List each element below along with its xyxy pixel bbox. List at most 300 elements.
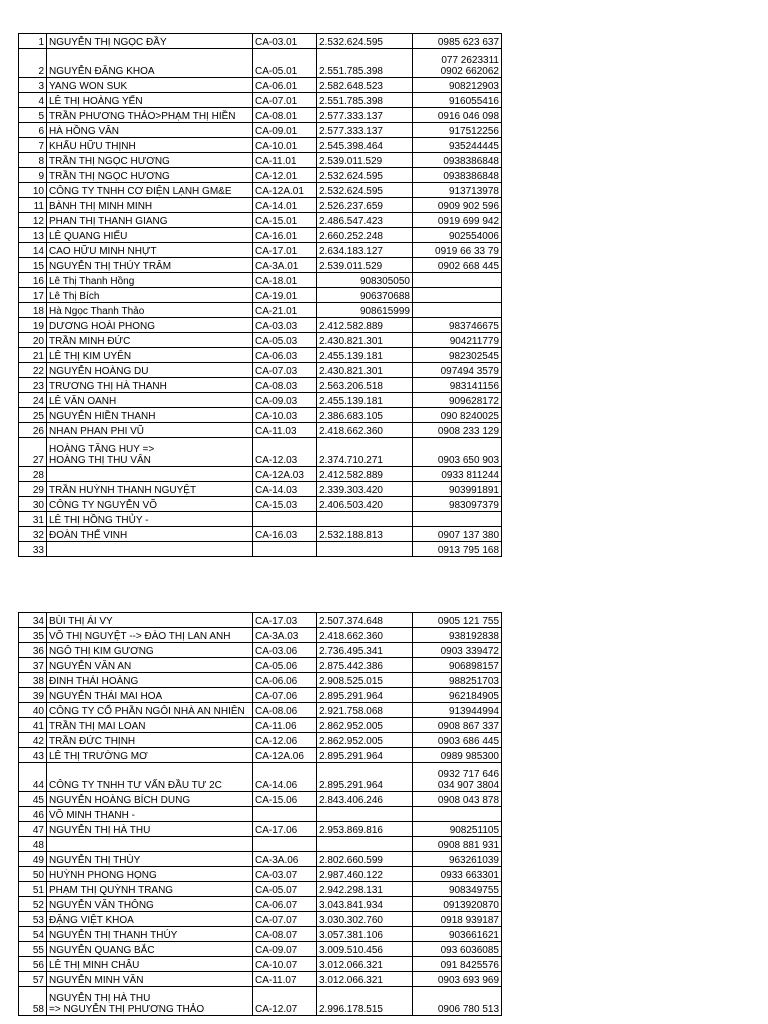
owner-name-cell <box>47 542 253 557</box>
owner-name-cell <box>47 273 253 288</box>
owner-name-line: NGUYỄN THÁI MAI HOA <box>49 691 163 702</box>
table-row <box>19 363 502 378</box>
unit-code-cell: CA-09.01 <box>253 123 317 138</box>
row-number-cell: 50 <box>19 867 47 882</box>
owner-name-line: PHẠM THỊ QUỲNH TRANG <box>49 885 174 896</box>
owner-name-cell <box>47 198 253 213</box>
row-number-cell: 6 <box>19 123 47 138</box>
owner-name-cell <box>47 258 253 273</box>
row-number-cell: 40 <box>19 703 47 718</box>
owner-name-cell <box>47 718 253 733</box>
owner-name-line: TRẦN THỊ NGỌC HƯƠNG <box>49 156 170 167</box>
table-row <box>19 748 502 763</box>
unit-code-cell: CA-16.03 <box>253 527 317 542</box>
data-table-1 <box>18 33 502 557</box>
table-row <box>19 987 502 1016</box>
row-number-cell: 23 <box>19 378 47 393</box>
phone-line: 0913 795 168 <box>437 545 499 556</box>
row-number-cell: 43 <box>19 748 47 763</box>
row-number-cell: 42 <box>19 733 47 748</box>
phone-line: 0908 233 129 <box>437 426 499 437</box>
owner-name-line: NGUYỄN HIỀN THANH <box>49 411 156 422</box>
row-number-cell: 4 <box>19 93 47 108</box>
table-row <box>19 658 502 673</box>
owner-name-cell <box>47 957 253 972</box>
owner-name-line: VÕ THỊ NGUYỆT --> ĐÀO THỊ LAN ANH <box>49 631 231 642</box>
unit-code-cell: CA-14.01 <box>253 198 317 213</box>
phone-line: 908212903 <box>448 81 499 92</box>
unit-code-cell: CA-03.03 <box>253 318 317 333</box>
amount-cell: 3.030.302.760 <box>317 912 413 927</box>
phone-line: 0985 623 637 <box>437 37 499 48</box>
table-row <box>19 423 502 438</box>
unit-code-cell: CA-11.06 <box>253 718 317 733</box>
table-row <box>19 852 502 867</box>
phone-line: 0905 121 755 <box>437 616 499 627</box>
owner-name-cell <box>47 378 253 393</box>
owner-name-line: NGÔ THỊ KIM GƯƠNG <box>49 646 154 657</box>
row-number-cell: 7 <box>19 138 47 153</box>
phone-line: 906898157 <box>448 661 499 672</box>
owner-name-line: CÔNG TY TNHH CƠ ĐIỆN LẠNH GM&E <box>49 186 232 197</box>
unit-code-cell: CA-05.06 <box>253 658 317 673</box>
unit-code-cell: CA-10.01 <box>253 138 317 153</box>
owner-name-line: TRẦN MINH ĐỨC <box>49 336 131 347</box>
amount-cell: 2.539.011.529 <box>317 258 413 273</box>
unit-code-cell: CA-15.06 <box>253 792 317 807</box>
phone-cell <box>413 972 502 987</box>
amount-cell <box>317 512 413 527</box>
owner-name-line: LÊ THỊ MINH CHÂU <box>49 960 140 971</box>
unit-code-cell: CA-07.06 <box>253 688 317 703</box>
amount-cell: 2.862.952.005 <box>317 718 413 733</box>
phone-line: 988251703 <box>448 676 499 687</box>
owner-name-line: ĐINH THÁI HOÀNG <box>49 676 139 687</box>
row-number-cell: 55 <box>19 942 47 957</box>
table-row <box>19 93 502 108</box>
phone-line: 983746675 <box>448 321 499 332</box>
unit-code-cell: CA-17.01 <box>253 243 317 258</box>
phone-cell <box>413 438 502 467</box>
owner-name-line: TRƯƠNG THỊ HÀ THANH <box>49 381 167 392</box>
phone-line: 963261039 <box>448 855 499 866</box>
phone-line: 0908 043 878 <box>437 795 499 806</box>
amount-cell: 2.507.374.648 <box>317 613 413 628</box>
owner-name-line: HOÀNG TĂNG HUY => <box>49 444 155 455</box>
phone-cell <box>413 807 502 822</box>
row-number-cell: 36 <box>19 643 47 658</box>
row-number-cell: 39 <box>19 688 47 703</box>
row-number-cell: 18 <box>19 303 47 318</box>
owner-name-cell <box>47 423 253 438</box>
phone-cell <box>413 153 502 168</box>
owner-name-cell <box>47 243 253 258</box>
phone-line: 908349755 <box>448 885 499 896</box>
phone-cell <box>413 258 502 273</box>
phone-cell <box>413 183 502 198</box>
owner-name-line: NGUYỄN THỊ THÚY TRÂM <box>49 261 172 272</box>
table-row <box>19 318 502 333</box>
owner-name-line: NGUYỄN HOÀNG DU <box>49 366 149 377</box>
amount-cell: 2.412.582.889 <box>317 318 413 333</box>
unit-code-cell: CA-06.01 <box>253 78 317 93</box>
table-row <box>19 408 502 423</box>
owner-name-cell <box>47 882 253 897</box>
owner-name-cell <box>47 497 253 512</box>
owner-name-cell <box>47 153 253 168</box>
owner-name-line: NGUYỄN THỊ HÀ THU <box>49 993 151 1004</box>
phone-line: 0903 686 445 <box>437 736 499 747</box>
owner-name-cell <box>47 333 253 348</box>
table-row <box>19 673 502 688</box>
table-row <box>19 123 502 138</box>
table-row <box>19 34 502 49</box>
unit-code-cell: CA-07.07 <box>253 912 317 927</box>
owner-name-cell <box>47 138 253 153</box>
phone-cell <box>413 867 502 882</box>
amount-cell <box>317 837 413 852</box>
amount-cell: 2.532.624.595 <box>317 168 413 183</box>
unit-code-cell: CA-06.07 <box>253 897 317 912</box>
owner-name-cell <box>47 288 253 303</box>
owner-name-cell <box>47 972 253 987</box>
owner-name-line: TRẦN THỊ NGỌC HƯƠNG <box>49 171 170 182</box>
owner-name-cell <box>47 942 253 957</box>
owner-name-line: TRẦN PHƯƠNG THẢO>PHẠM THỊ HIỀN <box>49 111 236 122</box>
amount-cell: 2.339.303.420 <box>317 482 413 497</box>
row-number-cell: 8 <box>19 153 47 168</box>
data-table-2 <box>18 612 502 1016</box>
row-number-cell: 2 <box>19 49 47 78</box>
unit-code-cell <box>253 807 317 822</box>
phone-cell <box>413 733 502 748</box>
phone-cell <box>413 628 502 643</box>
unit-code-cell: CA-11.01 <box>253 153 317 168</box>
owner-name-line: Lê Thị Bích <box>49 291 100 302</box>
table-row <box>19 243 502 258</box>
table-row <box>19 438 502 467</box>
amount-cell: 2.736.495.341 <box>317 643 413 658</box>
owner-name-line: LÊ THỊ HOÀNG YẾN <box>49 96 143 107</box>
row-number-cell: 30 <box>19 497 47 512</box>
owner-name-line: KHẤU HỮU THỊNH <box>49 141 136 152</box>
phone-line: 903991891 <box>448 485 499 496</box>
owner-name-line: TRẦN HUỲNH THANH NGUYỆT <box>49 485 197 496</box>
amount-cell: 908305050 <box>317 273 413 288</box>
owner-name-cell <box>47 168 253 183</box>
amount-cell: 2.532.624.595 <box>317 34 413 49</box>
unit-code-cell: CA-05.07 <box>253 882 317 897</box>
row-number-cell: 34 <box>19 613 47 628</box>
owner-name-cell <box>47 123 253 138</box>
amount-cell: 908615999 <box>317 303 413 318</box>
phone-line: 077 2623311 <box>441 55 499 66</box>
owner-name-line: Hà Ngọc Thanh Thảo <box>49 306 145 317</box>
amount-cell: 2.921.758.068 <box>317 703 413 718</box>
owner-name-line: BÙI THỊ ÁI VY <box>49 616 113 627</box>
phone-cell <box>413 987 502 1016</box>
owner-name-cell <box>47 438 253 467</box>
phone-cell <box>413 333 502 348</box>
unit-code-cell: CA-06.06 <box>253 673 317 688</box>
phone-line: 935244445 <box>448 141 499 152</box>
owner-name-line: VÕ MINH THANH - <box>49 810 135 821</box>
amount-cell: 2.942.298.131 <box>317 882 413 897</box>
phone-line: 034 907 3804 <box>437 780 499 791</box>
unit-code-cell: CA-08.01 <box>253 108 317 123</box>
table-row <box>19 78 502 93</box>
phone-cell <box>413 512 502 527</box>
phone-line: 908251105 <box>449 825 499 836</box>
table-row <box>19 497 502 512</box>
owner-name-line: NGUYỄN THỊ THANH THÚY <box>49 930 178 941</box>
row-number-cell: 47 <box>19 822 47 837</box>
table-row <box>19 912 502 927</box>
table-row <box>19 467 502 482</box>
unit-code-cell: CA-12.07 <box>253 987 317 1016</box>
unit-code-cell: CA-14.06 <box>253 763 317 792</box>
phone-cell <box>413 49 502 78</box>
amount-cell: 2.987.460.122 <box>317 867 413 882</box>
owner-name-cell <box>47 482 253 497</box>
phone-line: 093 6036085 <box>440 945 499 956</box>
row-number-cell: 1 <box>19 34 47 49</box>
owner-name-cell <box>47 183 253 198</box>
phone-cell <box>413 138 502 153</box>
phone-line: 0903 650 903 <box>437 455 499 466</box>
phone-line: 982302545 <box>448 351 499 362</box>
amount-cell: 2.996.178.515 <box>317 987 413 1016</box>
owner-name-line: LÊ THỊ TRƯỜNG MƠ <box>49 751 148 762</box>
phone-cell <box>413 822 502 837</box>
phone-line: 0938386848 <box>443 171 499 182</box>
phone-line: 0908 867 337 <box>437 721 499 732</box>
amount-cell: 2.545.398.464 <box>317 138 413 153</box>
phone-cell <box>413 942 502 957</box>
unit-code-cell: CA-3A.03 <box>253 628 317 643</box>
unit-code-cell: CA-16.01 <box>253 228 317 243</box>
amount-cell: 2.895.291.964 <box>317 688 413 703</box>
amount-cell: 2.862.952.005 <box>317 733 413 748</box>
phone-line: 0913920870 <box>443 900 499 911</box>
owner-name-cell <box>47 93 253 108</box>
amount-cell: 2.582.648.523 <box>317 78 413 93</box>
phone-cell <box>413 927 502 942</box>
phone-line: 904211779 <box>449 336 499 347</box>
owner-name-cell <box>47 643 253 658</box>
amount-cell: 2.532.624.595 <box>317 183 413 198</box>
table-row <box>19 303 502 318</box>
phone-cell <box>413 467 502 482</box>
owner-name-line: LÊ QUANG HIẾU <box>49 231 128 242</box>
owner-name-line: NGUYỄN VĂN AN <box>49 661 132 672</box>
owner-name-cell <box>47 912 253 927</box>
phone-cell <box>413 363 502 378</box>
table-row <box>19 688 502 703</box>
phone-cell <box>413 348 502 363</box>
phone-cell <box>413 303 502 318</box>
unit-code-cell: CA-21.01 <box>253 303 317 318</box>
owner-name-cell <box>47 613 253 628</box>
amount-cell: 3.043.841.934 <box>317 897 413 912</box>
owner-name-line: LÊ THỊ KIM UYÊN <box>49 351 132 362</box>
phone-line: 983097379 <box>448 500 499 511</box>
phone-cell <box>413 542 502 557</box>
amount-cell: 2.539.011.529 <box>317 153 413 168</box>
phone-cell <box>413 423 502 438</box>
table-row <box>19 273 502 288</box>
owner-name-line: ĐOÀN THẾ VINH <box>49 530 128 541</box>
owner-name-cell <box>47 78 253 93</box>
phone-line: 0906 780 513 <box>437 1004 499 1015</box>
unit-code-cell: CA-11.07 <box>253 972 317 987</box>
table-row <box>19 837 502 852</box>
row-number-cell: 54 <box>19 927 47 942</box>
phone-line: 0919 66 33 79 <box>435 246 499 257</box>
owner-name-cell <box>47 363 253 378</box>
owner-name-cell <box>47 897 253 912</box>
unit-code-cell: CA-03.01 <box>253 34 317 49</box>
amount-cell: 2.895.291.964 <box>317 748 413 763</box>
row-number-cell: 13 <box>19 228 47 243</box>
unit-code-cell: CA-08.07 <box>253 927 317 942</box>
phone-cell <box>413 673 502 688</box>
owner-name-line: NGUYỄN ĐĂNG KHOA <box>49 66 155 77</box>
owner-name-line: CÔNG TY NGUYỄN VÕ <box>49 500 157 511</box>
owner-name-cell <box>47 34 253 49</box>
owner-name-line: CÔNG TY CỔ PHẦN NGÔI NHÀ AN NHIÊN <box>49 706 245 717</box>
row-number-cell: 24 <box>19 393 47 408</box>
amount-cell <box>317 542 413 557</box>
table-row <box>19 718 502 733</box>
unit-code-cell: CA-06.03 <box>253 348 317 363</box>
phone-cell <box>413 198 502 213</box>
unit-code-cell: CA-08.06 <box>253 703 317 718</box>
row-number-cell: 15 <box>19 258 47 273</box>
table-row <box>19 628 502 643</box>
row-number-cell: 58 <box>19 987 47 1016</box>
owner-name-cell <box>47 467 253 482</box>
owner-name-cell <box>47 748 253 763</box>
owner-name-cell <box>47 318 253 333</box>
unit-code-cell: CA-03.06 <box>253 643 317 658</box>
amount-cell: 2.660.252.248 <box>317 228 413 243</box>
owner-name-line: HÀ HỒNG VÂN <box>49 126 120 137</box>
row-number-cell: 19 <box>19 318 47 333</box>
phone-line: 091 8425576 <box>440 960 499 971</box>
phone-line: 0938386848 <box>443 156 499 167</box>
unit-code-cell: CA-10.07 <box>253 957 317 972</box>
unit-code-cell: CA-3A.06 <box>253 852 317 867</box>
row-number-cell: 38 <box>19 673 47 688</box>
table-row <box>19 228 502 243</box>
owner-name-line: NGUYỄN MINH VĂN <box>49 975 144 986</box>
unit-code-cell: CA-05.01 <box>253 49 317 78</box>
owner-name-cell <box>47 987 253 1016</box>
phone-cell <box>413 852 502 867</box>
unit-code-cell <box>253 837 317 852</box>
row-number-cell: 25 <box>19 408 47 423</box>
phone-line: 909628172 <box>448 396 499 407</box>
phone-line: 0903 339472 <box>440 646 499 657</box>
table-row <box>19 213 502 228</box>
owner-name-cell <box>47 108 253 123</box>
row-number-cell: 14 <box>19 243 47 258</box>
unit-code-cell: CA-15.01 <box>253 213 317 228</box>
table-row <box>19 288 502 303</box>
unit-code-cell: CA-17.06 <box>253 822 317 837</box>
phone-line: 913944994 <box>448 706 499 717</box>
owner-name-line: Lê Thị Thanh Hồng <box>49 276 135 287</box>
amount-cell: 2.843.406.246 <box>317 792 413 807</box>
table-row <box>19 138 502 153</box>
owner-name-cell <box>47 393 253 408</box>
row-number-cell: 45 <box>19 792 47 807</box>
amount-cell: 2.486.547.423 <box>317 213 413 228</box>
phone-line: 0902 662062 <box>440 66 499 77</box>
unit-code-cell <box>253 512 317 527</box>
amount-cell: 2.455.139.181 <box>317 393 413 408</box>
phone-cell <box>413 378 502 393</box>
table-row <box>19 613 502 628</box>
phone-cell <box>413 108 502 123</box>
phone-line: 0903 693 969 <box>437 975 499 986</box>
owner-name-line: PHAN THỊ THANH GIANG <box>49 216 168 227</box>
table-row <box>19 527 502 542</box>
unit-code-cell: CA-19.01 <box>253 288 317 303</box>
table-row <box>19 49 502 78</box>
amount-cell: 3.012.066.321 <box>317 957 413 972</box>
owner-name-cell <box>47 303 253 318</box>
owner-name-line: NGUYỄN THỊ NGỌC ĐẦY <box>49 37 167 48</box>
table-row <box>19 378 502 393</box>
owner-name-cell <box>47 228 253 243</box>
unit-code-cell: CA-12.01 <box>253 168 317 183</box>
owner-name-line: NGUYỄN HOÀNG BÍCH DUNG <box>49 795 191 806</box>
amount-cell: 3.012.066.321 <box>317 972 413 987</box>
unit-code-cell: CA-17.03 <box>253 613 317 628</box>
owner-name-cell <box>47 527 253 542</box>
amount-cell: 2.418.662.360 <box>317 423 413 438</box>
table-row <box>19 183 502 198</box>
table-row <box>19 168 502 183</box>
row-number-cell: 9 <box>19 168 47 183</box>
owner-name-cell <box>47 852 253 867</box>
owner-name-cell <box>47 688 253 703</box>
amount-cell: 2.412.582.889 <box>317 467 413 482</box>
phone-line: 0907 137 380 <box>437 530 499 541</box>
unit-code-cell: CA-07.03 <box>253 363 317 378</box>
phone-cell <box>413 718 502 733</box>
row-number-cell: 21 <box>19 348 47 363</box>
unit-code-cell: CA-05.03 <box>253 333 317 348</box>
unit-code-cell: CA-10.03 <box>253 408 317 423</box>
table-row <box>19 333 502 348</box>
phone-line: 0932 717 646 <box>437 769 499 780</box>
phone-line: 962184905 <box>448 691 499 702</box>
phone-line: 0909 902 596 <box>437 201 499 212</box>
amount-cell: 2.802.660.599 <box>317 852 413 867</box>
phone-cell <box>413 213 502 228</box>
row-number-cell: 33 <box>19 542 47 557</box>
unit-code-cell: CA-12A.06 <box>253 748 317 763</box>
owner-name-cell <box>47 763 253 792</box>
table-row <box>19 643 502 658</box>
unit-code-cell: CA-09.07 <box>253 942 317 957</box>
row-number-cell: 22 <box>19 363 47 378</box>
owner-name-cell <box>47 348 253 363</box>
row-number-cell: 32 <box>19 527 47 542</box>
